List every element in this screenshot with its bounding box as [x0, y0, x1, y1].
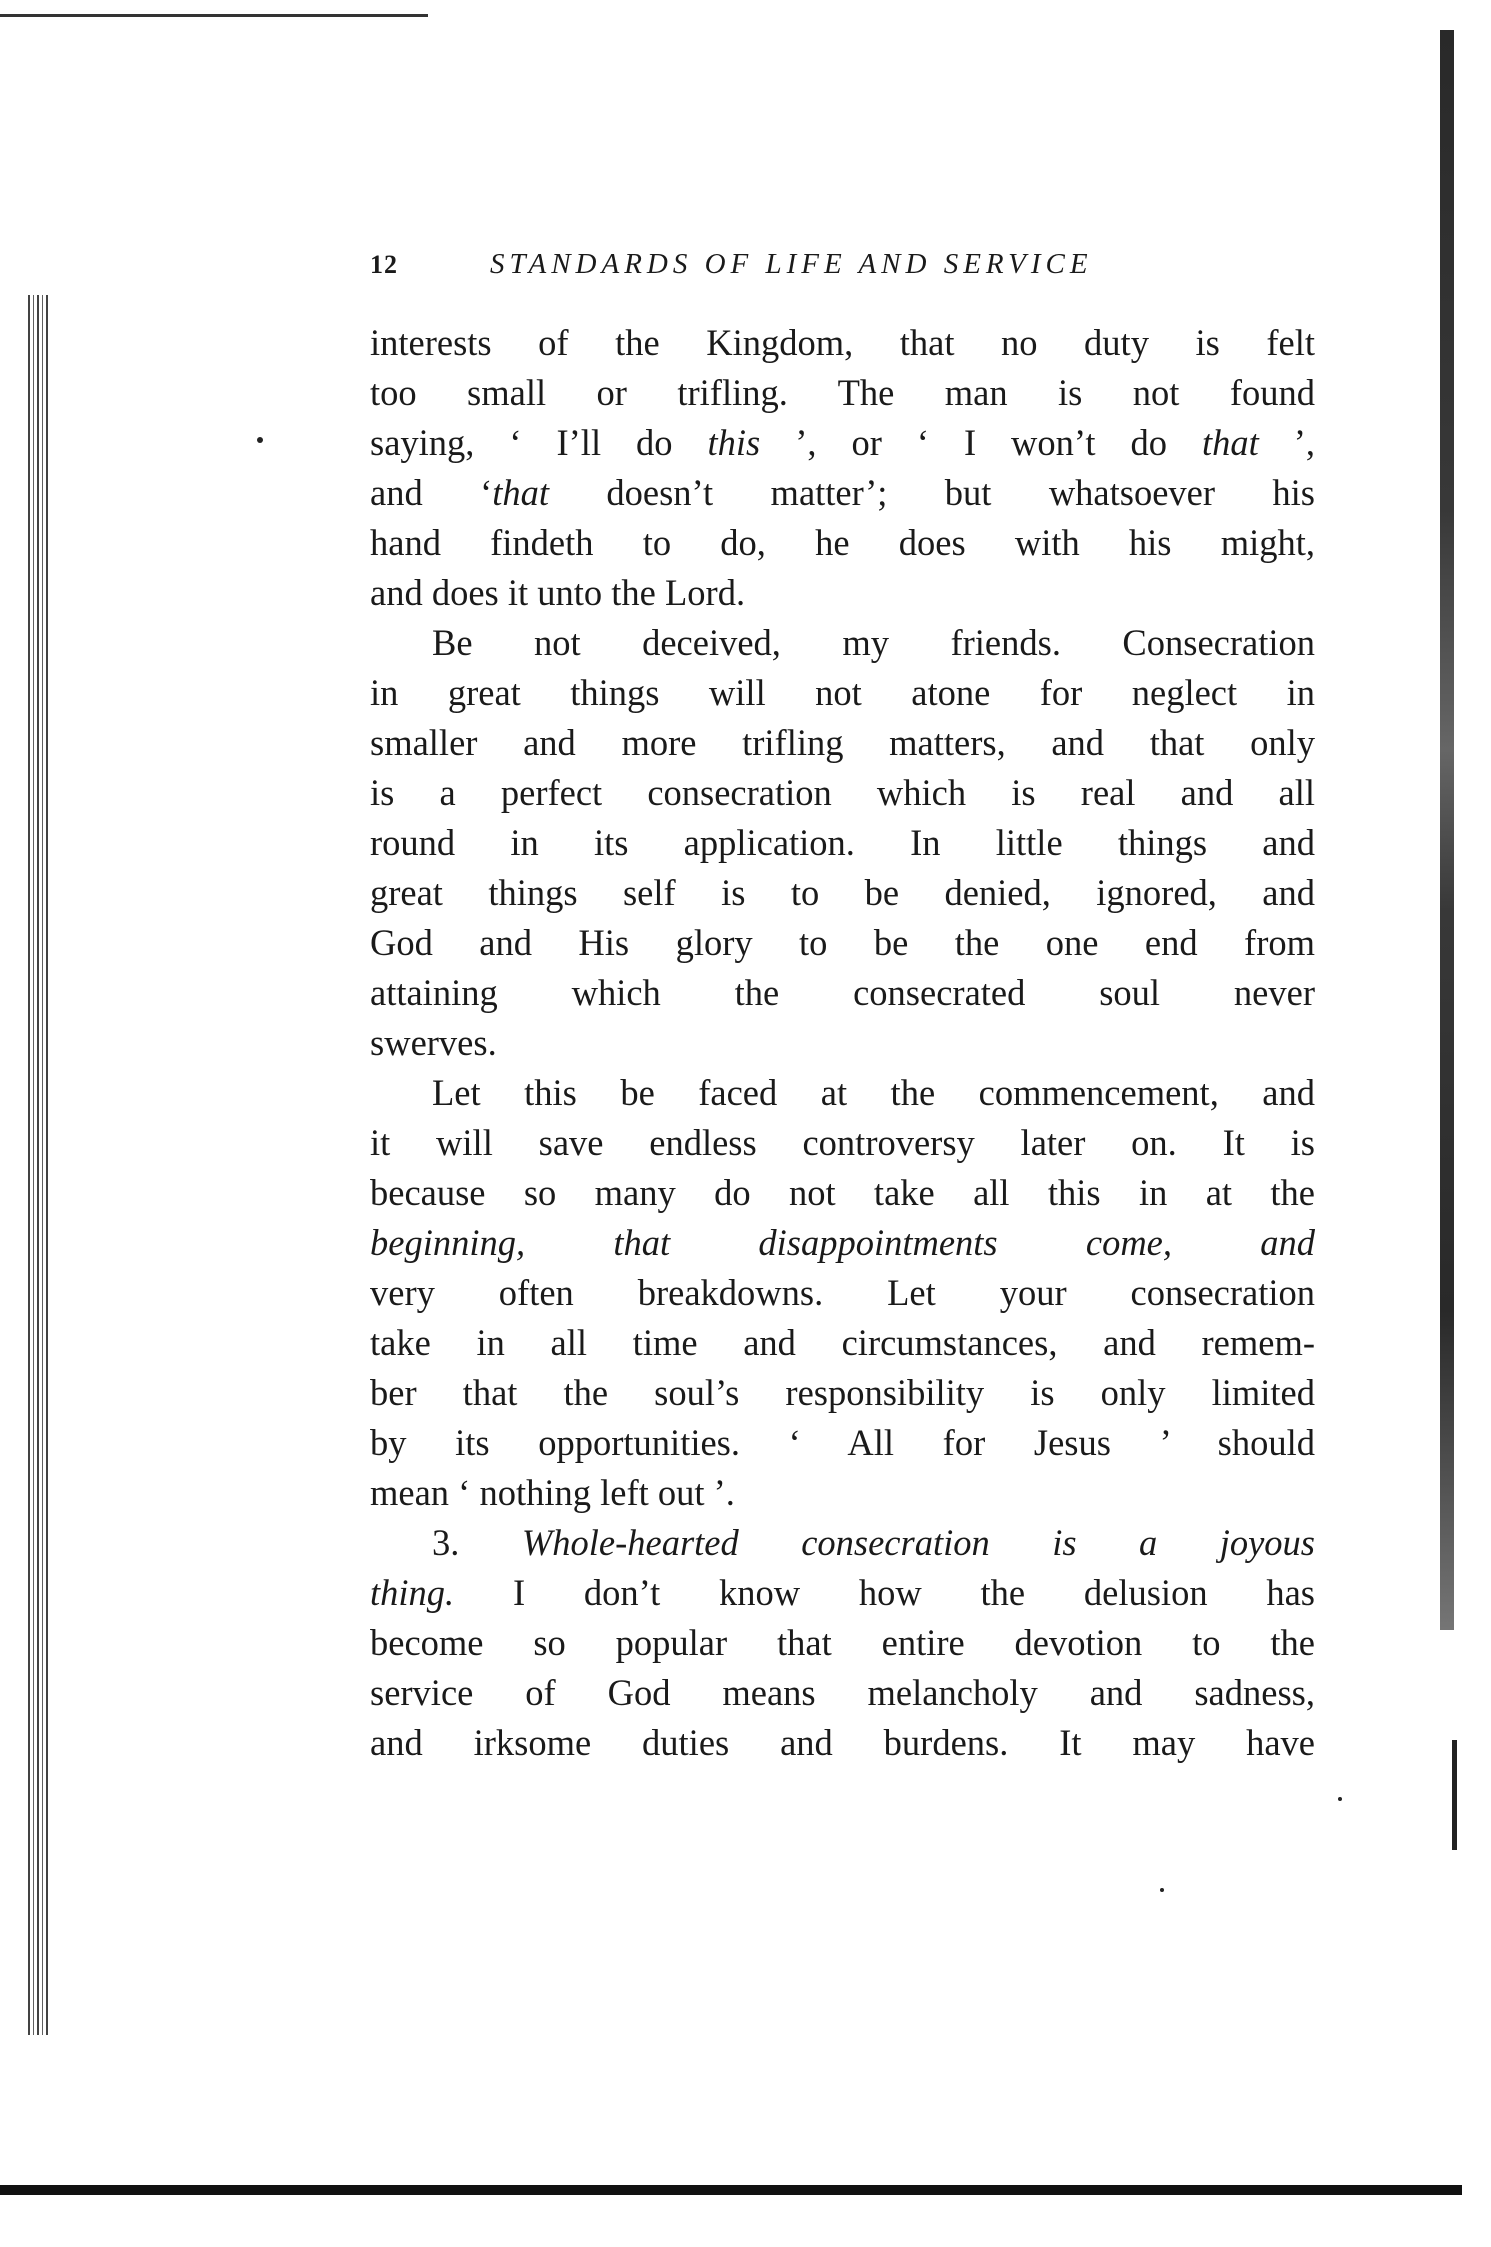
text-line: it will save endless controversy later on. It is: [370, 1122, 1315, 1163]
text-line: smaller and more trifling matters, and that only: [370, 722, 1315, 763]
text-line: take in all time and circumstances, and remem-: [370, 1322, 1315, 1363]
text-line: ber that the soul’s responsibility is only limited: [370, 1372, 1315, 1413]
text-line: too small or trifling. The man is not found: [370, 372, 1315, 413]
scan-left-edge: [28, 295, 50, 2035]
text-line: saying, ‘ I’ll do this ’, or ‘ I won’t do that ’,: [370, 422, 1316, 463]
text-line: service of God means melancholy and sadness,: [370, 1672, 1315, 1713]
text-line: is a perfect consecration which is real and all: [370, 772, 1315, 813]
scan-speck: [1160, 1888, 1164, 1892]
book-title: STANDARDS OF LIFE AND SERVICE: [490, 248, 1093, 280]
scan-speck: [1338, 1797, 1342, 1801]
text-line: very often breakdowns. Let your consecration: [370, 1272, 1315, 1313]
text-line: swerves.: [370, 1022, 497, 1063]
text-line: beginning, that disappointments come, and: [370, 1222, 1315, 1263]
scan-top-rule: [0, 14, 428, 17]
scan-right-edge-mark: [1452, 1740, 1457, 1850]
running-header: [370, 248, 1310, 288]
text-line: attaining which the consecrated soul never: [370, 972, 1315, 1013]
scan-bottom-rule: [0, 2185, 1462, 2195]
page-number: 12: [370, 250, 398, 279]
text-line: Let this be faced at the commencement, and: [432, 1072, 1315, 1113]
text-line: great things self is to be denied, ignored, and: [370, 872, 1315, 913]
scan-speck: [257, 437, 263, 443]
text-line: become so popular that entire devotion to the: [370, 1622, 1315, 1663]
text-line: because so many do not take all this in at the: [370, 1172, 1315, 1213]
text-line: thing. I don’t know how the delusion has: [370, 1572, 1315, 1613]
text-line: hand findeth to do, he does with his might,: [370, 522, 1315, 563]
scan-right-edge: [1440, 30, 1454, 1630]
text-line: mean ‘ nothing left out ’.: [370, 1472, 735, 1513]
text-line: 3. Whole-hearted consecration is a joyous: [432, 1522, 1315, 1563]
text-line: and does it unto the Lord.: [370, 572, 746, 613]
text-line: round in its application. In little things and: [370, 822, 1315, 863]
text-line: and irksome duties and burdens. It may have: [370, 1722, 1315, 1763]
body-text: [370, 318, 1315, 1768]
text-line: interests of the Kingdom, that no duty is felt: [370, 322, 1315, 363]
text-line: in great things will not atone for neglect in: [370, 672, 1315, 713]
text-line: and ‘that doesn’t matter’; but whatsoever his: [370, 472, 1315, 513]
text-line: Be not deceived, my friends. Consecration: [432, 622, 1315, 663]
text-line: by its opportunities. ‘ All for Jesus ’ should: [370, 1422, 1315, 1463]
text-line: God and His glory to be the one end from: [370, 922, 1315, 963]
